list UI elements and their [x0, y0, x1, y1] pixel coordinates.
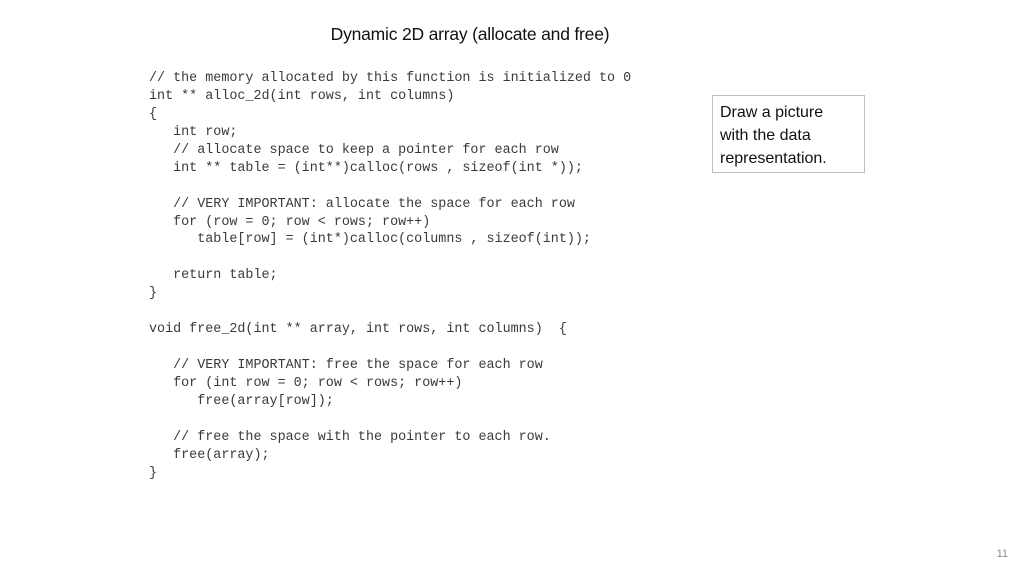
code-line: free(array[row]); — [149, 393, 334, 409]
code-line: } — [149, 286, 158, 302]
code-line: // the memory allocated by this function is initialized to 0 — [149, 71, 632, 86]
code-line: int ** table = (int**)calloc(rows , sizeof(int *)); — [149, 160, 583, 176]
code-line: // free the space with the pointer to each row. — [149, 429, 551, 445]
note-line: representation. — [720, 150, 827, 167]
note-box — [712, 95, 865, 173]
code-line — [149, 411, 631, 429]
code-line: int row; — [149, 124, 238, 140]
page-number: 11 — [996, 548, 1008, 560]
code-line — [149, 303, 631, 321]
note-line: with the data — [720, 127, 811, 144]
code-line: // allocate space to keep a pointer for each row — [149, 142, 559, 158]
code-line: free(array); — [149, 447, 270, 463]
note-line: Draw a picture — [720, 104, 824, 121]
code-line — [149, 249, 631, 267]
code-block — [149, 70, 631, 483]
code-line: return table; — [149, 268, 278, 284]
slide-title: Dynamic 2D array (allocate and free) — [330, 24, 610, 44]
code-line: void free_2d(int ** array, int rows, int columns) { — [149, 322, 567, 338]
code-line: { — [149, 106, 158, 122]
code-line: for (row = 0; row < rows; row++) — [149, 214, 431, 230]
code-line: } — [149, 465, 158, 481]
code-line: int ** alloc_2d(int rows, int columns) — [149, 88, 455, 104]
code-line: // VERY IMPORTANT: allocate the space for each row — [149, 196, 575, 212]
code-line: // VERY IMPORTANT: free the space for each row — [149, 358, 543, 373]
code-line — [149, 339, 631, 357]
code-line: for (int row = 0; row < rows; row++) — [149, 375, 463, 391]
code-line: table[row] = (int*)calloc(columns , sizeof(int)); — [149, 232, 591, 248]
code-line — [149, 178, 631, 196]
